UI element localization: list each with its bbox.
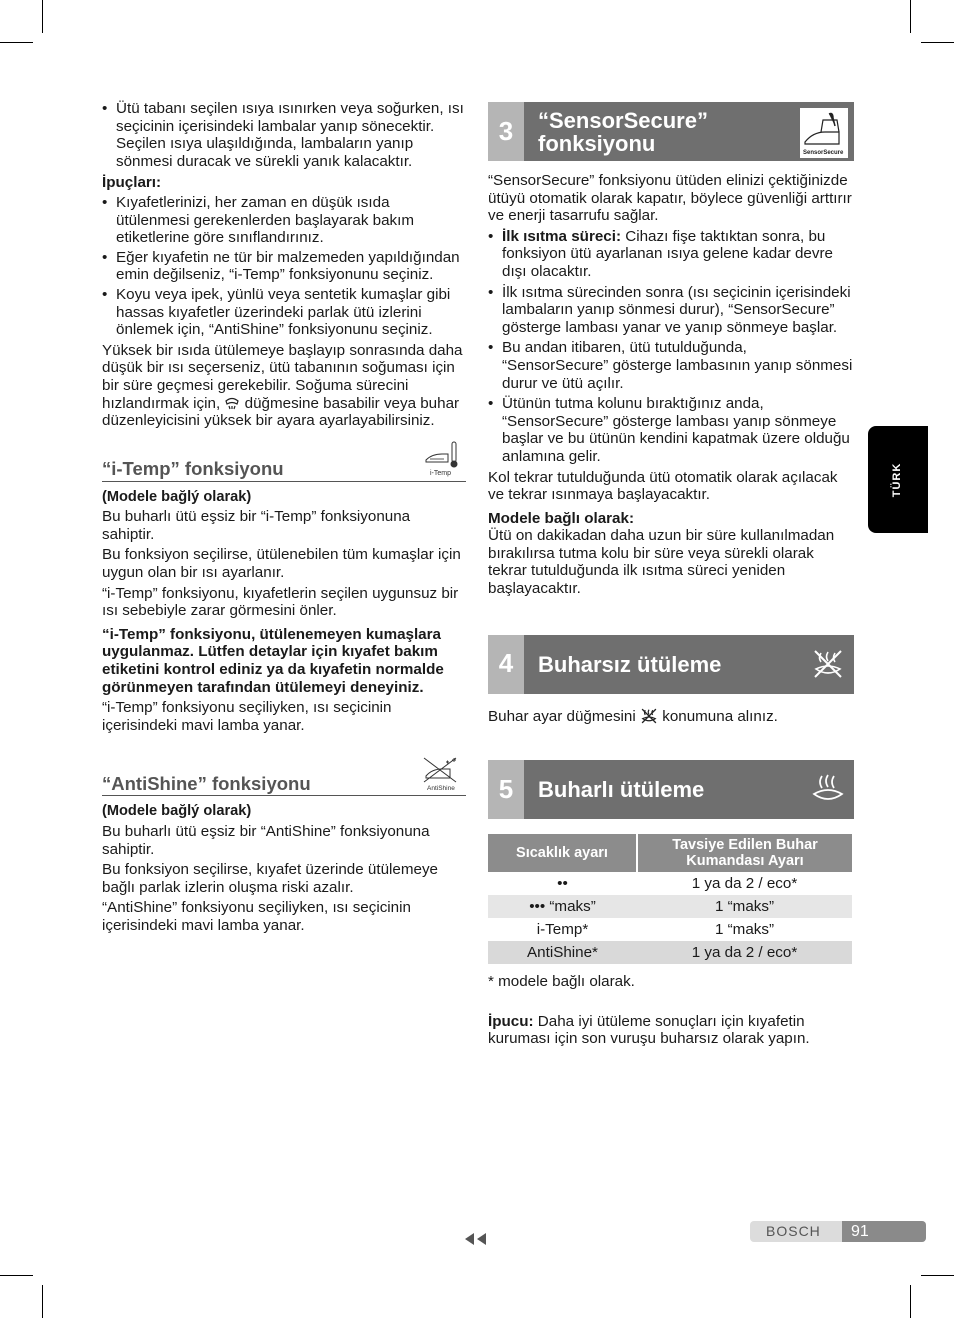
cell-temp: i-Temp* bbox=[536, 920, 589, 938]
antishine-heading bbox=[102, 762, 466, 796]
itemp-p4: “i-Temp” fonksiyonu seçiliyken, ısı seçicinin içerisindeki mavi lamba yanar. bbox=[102, 699, 392, 734]
cell-steam: 1 “maks” bbox=[637, 895, 852, 918]
table-row bbox=[488, 918, 852, 941]
intro-bullet: • Ütü tabanı seçilen ısıya ısınırken veya soğurken, ısı seçicinin içerisindeki lambalar yanıp sönecektir. Seçilen ısıya ulaşıldığında, lambaların yanıp sönmesi duracak ve sürekli yanık kalacaktır. bbox=[102, 100, 466, 170]
cell-temp: •• bbox=[557, 874, 568, 892]
page-number: 91 bbox=[842, 1221, 926, 1242]
tip-item: • Eğer kıyafetin ne tür bir malzemeden yapıldığından emin değilseniz, “i-Temp” fonksiyonunu seçiniz. bbox=[102, 249, 466, 284]
antishine-title: “AntiShine” fonksiyonu bbox=[102, 772, 311, 794]
section-3-title: “SensorSecure” fonksiyonu bbox=[538, 107, 708, 156]
s3-model-label: Modele bağlı olarak: bbox=[488, 509, 635, 527]
antishine-model-note: (Modele bağlý olarak) bbox=[102, 803, 252, 820]
crop-mark bbox=[0, 42, 33, 43]
crop-mark bbox=[910, 1285, 911, 1318]
itemp-warning: “i-Temp” fonksiyonu, ütülenemeyen kumaşlara uygulanmaz. Lütfen detaylar için kıyafet bakım etiketini kontrol ediniz ya da kıyafetin normalde görünmeyen tarafından ütülemeyi deneyiniz. bbox=[102, 625, 444, 696]
crop-mark bbox=[42, 1285, 43, 1318]
itemp-p1: Bu buharlı ütü eşsiz bir “i-Temp” fonksiyonuna sahiptir. bbox=[102, 508, 411, 543]
tip-item: • Kıyafetlerinizi, her zaman en düşük ısıda ütülenmesi gerekenlerden başlayarak bakım etiketlerine göre sınıflandırınız. bbox=[102, 194, 466, 247]
crop-mark bbox=[910, 0, 911, 33]
no-steam-icon-box bbox=[802, 635, 854, 694]
section-3-body bbox=[488, 172, 854, 598]
cell-steam: 1 ya da 2 / eco* bbox=[637, 941, 852, 964]
table-header-row bbox=[488, 834, 852, 872]
section-5-number: 5 bbox=[488, 760, 524, 819]
table-row bbox=[488, 895, 852, 918]
crop-mark bbox=[921, 42, 954, 43]
col-steam-header: Tavsiye Edilen Buhar Kumandası Ayarı bbox=[637, 834, 852, 872]
right-column bbox=[488, 102, 854, 1048]
footer-brand: BOSCH bbox=[766, 1223, 821, 1239]
no-steam-inline-icon bbox=[640, 707, 658, 725]
sensorsecure-icon bbox=[799, 106, 849, 158]
itemp-p3: “i-Temp” fonksiyonu, kıyafetlerin seçilen uygunsuz bir ısı sebebiyle zarar görmesini önler. bbox=[102, 584, 459, 620]
antishine-p2: Bu fonksiyon seçilirse, kıyafet üzerinde ütülemeye bağlı parlak izlerin oluşma riski azalır. bbox=[102, 861, 438, 896]
itemp-p2: Bu fonksiyon seçilirse, ütülenebilen tüm kumaşlar için uygun olan bir ısı ayarlanır. bbox=[102, 546, 461, 582]
table-footnote: * modele bağlı olarak. bbox=[488, 973, 635, 991]
s4-text-a: Buhar ayar düğmesini bbox=[488, 707, 636, 725]
intro-list bbox=[102, 100, 466, 170]
itemp-heading bbox=[102, 448, 466, 482]
steam-settings-table bbox=[488, 834, 852, 964]
high-heat-text-b: düğmesine basabilir veya buhar düzenleyicisini yüksek bir ayara ayarlayabilirsiniz. bbox=[102, 394, 460, 430]
tip-item: • Koyu veya ipek, yünlü veya sentetik kumaşlar gibi hassas kıyafetler üzerindeki parlak ütü izlerini önlemek için, “AntiShine” fonksiyonunu seçiniz. bbox=[102, 286, 466, 339]
antishine-icon-label: AntiShine bbox=[427, 785, 455, 793]
s4-text-b: konumuna alınız. bbox=[662, 707, 778, 725]
itemp-icon-label: i-Temp bbox=[430, 469, 452, 477]
s3-bullet: • Ütünün tutma kolunu bıraktığınız anda, “SensorSecure” gösterge lambası yanıp sönmeye başlar ve bu ütünün kendini kapatmak üzere olduğu anlamına gelir. bbox=[488, 395, 854, 465]
itemp-title: “i-Temp” fonksiyonu bbox=[102, 458, 284, 480]
section-5-title: Buharlı ütüleme bbox=[538, 777, 705, 803]
s3-b1-text: Cihazı fişe taktıktan sonra, bu fonksiyon ütü ayarlanan ısıya gelene kadar devre dışı olacaktır. bbox=[502, 227, 833, 280]
section-4-title: Buharsız ütüleme bbox=[538, 651, 722, 677]
s3-intro: “SensorSecure” fonksiyonu ütüden elinizi çektiğinizde ütüyü otomatik olarak kapatır, böylece güvenliği arttırır ve enerji tasarrufu sağlar. bbox=[488, 172, 852, 225]
back-arrows-icon bbox=[464, 1232, 490, 1246]
itemp-icon bbox=[422, 440, 462, 478]
s3-b1-label: İlk ısıtma süreci: bbox=[502, 227, 622, 245]
table-row bbox=[488, 872, 852, 895]
cell-steam: 1 “maks” bbox=[714, 920, 775, 938]
language-tab-label: TÜRK bbox=[891, 462, 904, 497]
high-heat-text-a: Yüksek bir ısıda ütülemeye başlayıp sonrasında daha düşük bir ısı seçerseniz, ütü tabanının soğuması için bir süre geçmesi gerekebilir. Soğuma sürecini hızlandırmak için, bbox=[102, 341, 463, 412]
section-3-number: 3 bbox=[488, 102, 524, 161]
s5-tip-label: İpucu: bbox=[488, 1012, 534, 1030]
no-steam-icon bbox=[811, 647, 845, 681]
section-3-header bbox=[488, 102, 854, 161]
itemp-model-note: (Modele bağlý olarak) bbox=[102, 488, 252, 505]
section-4-header bbox=[488, 635, 854, 694]
left-column bbox=[102, 100, 466, 935]
steam-icon-box bbox=[802, 760, 854, 819]
s5-tip-text: Daha iyi ütüleme sonuçları için kıyafetin kuruması için son vuruşu buharsız olarak yapın. bbox=[488, 1012, 810, 1048]
table-row bbox=[488, 941, 852, 964]
section-5-header bbox=[488, 760, 854, 819]
antishine-p3: “AntiShine” fonksiyonu seçiliyken, ısı seçicinin içerisindeki mavi lamba yanar. bbox=[102, 899, 411, 934]
section-4-number: 4 bbox=[488, 635, 524, 694]
s3-bullet: • Bu andan itibaren, ütü tutulduğunda, “SensorSecure” gösterge lambasının yanıp sönmesi durur ve ütü açılır. bbox=[488, 339, 854, 392]
footer-bar bbox=[750, 1221, 926, 1242]
antishine-icon bbox=[422, 754, 462, 792]
col-temp-header: Sıcaklık ayarı bbox=[488, 834, 637, 872]
cell-temp: ••• “maks” bbox=[488, 895, 637, 918]
sensorsecure-icon-box bbox=[794, 102, 854, 161]
cell-temp: AntiShine* bbox=[488, 941, 637, 964]
s3-bullet: • İlk ısıtma sürecinden sonra (ısı seçicinin içerisindeki lambaların yanıp sönmesi durur), “SensorSecure” gösterge lambası yanar ve yanıp sönmeye başlar. bbox=[488, 284, 854, 337]
language-tab bbox=[868, 426, 928, 533]
s3-after: Kol tekrar tutulduğunda ütü otomatik olarak açılacak ve tekrar ısınmaya başlayacaktır. bbox=[488, 468, 838, 504]
crop-mark bbox=[0, 1275, 33, 1276]
crop-mark bbox=[42, 0, 43, 33]
s3-list bbox=[488, 228, 854, 466]
tips-label: İpuçları: bbox=[102, 174, 162, 192]
s4-text bbox=[488, 707, 854, 726]
s3-bullet bbox=[488, 228, 854, 281]
high-heat-paragraph bbox=[102, 342, 466, 430]
steam-icon bbox=[811, 772, 845, 808]
cell-steam: 1 ya da 2 / eco* bbox=[691, 874, 798, 892]
antishine-p1: Bu buharlı ütü eşsiz bir “AntiShine” fonksiyonuna sahiptir. bbox=[102, 823, 430, 858]
s5-tip bbox=[488, 1013, 854, 1048]
s3-model-text: Ütü on dakikadan daha uzun bir süre kullanılmadan bırakılırsa tutma kolu bir süre veya sürekli olarak tekrar tutulduğunda ilk ısıtma süreci yeniden başlayacaktır. bbox=[488, 527, 835, 598]
cool-button-icon bbox=[224, 395, 240, 411]
sensorsecure-icon-label: SensorSecure bbox=[803, 149, 844, 156]
tips-list bbox=[102, 194, 466, 339]
crop-mark bbox=[921, 1275, 954, 1276]
